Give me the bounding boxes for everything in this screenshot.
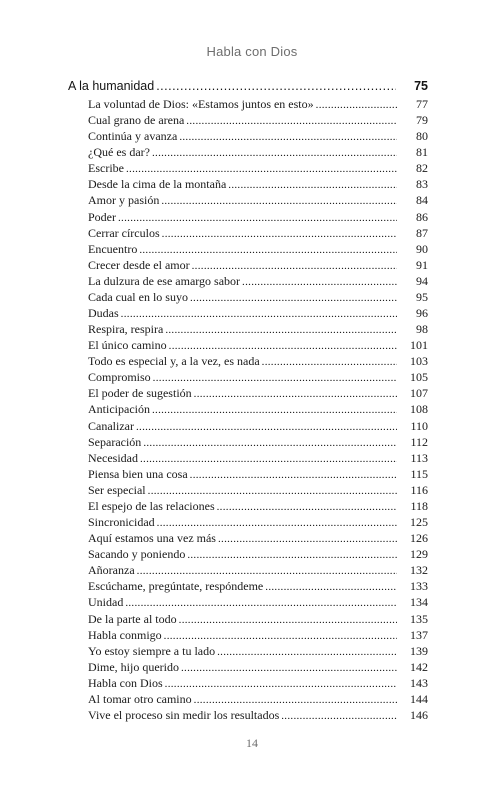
toc-entry-page: 82 [416,161,428,176]
toc-entry [88,385,428,401]
toc-entry [88,498,428,514]
toc-entry [88,273,428,289]
toc-entry [88,353,428,369]
toc-entry [88,401,428,417]
toc-entry [88,659,428,675]
toc-entry-title: Aquí estamos una vez más [88,531,216,546]
toc-entry-title: Al tomar otro camino [88,691,192,706]
dot-leader [262,354,397,370]
toc-entry-title: La dulzura de ese amargo sabor [88,273,241,288]
dot-leader [190,467,397,483]
dot-leader [153,370,397,386]
toc-entry-title: Sincronicidad [88,515,155,530]
toc-entry [88,546,428,562]
dot-leader [187,547,397,563]
toc-entry [88,241,428,257]
toc-entry [88,112,428,128]
dot-leader [265,579,397,595]
toc-entry [88,225,428,241]
dot-leader [162,226,397,242]
running-head: Habla con Dios [206,44,298,59]
toc-entry [88,160,428,176]
dot-leader [121,306,397,322]
toc-entry [88,434,428,450]
toc-entry [88,418,428,434]
toc-entry-title: Todo es especial y, a la vez, es nada [88,354,260,369]
toc-entry-title: Cada cual en lo suyo [88,289,188,304]
toc-entry-page: 115 [410,466,428,481]
dot-leader [143,435,397,451]
toc-entry-page: 132 [410,563,428,578]
dot-leader [157,515,397,531]
toc-entry-title: Poder [88,209,116,224]
toc-entry-page: 87 [416,225,428,240]
section-page-number: 75 [414,79,428,93]
dot-leader [194,386,397,402]
toc-entry-page: 126 [410,531,428,546]
dot-leader [217,499,397,515]
toc-entry-page: 144 [410,691,428,706]
dot-leader [165,676,397,692]
toc-entry-page: 105 [410,370,428,385]
toc-entry [88,594,428,610]
toc-entry-page: 146 [410,707,428,722]
dot-leader [118,210,397,226]
dot-leader [137,563,397,579]
dot-leader [136,419,397,435]
dot-leader [161,193,397,209]
dot-leader [156,79,396,93]
table-of-contents [88,96,428,723]
toc-entry-title: Yo estoy siempre a tu lado [88,643,216,658]
dot-leader [281,708,397,724]
dot-leader [126,161,397,177]
toc-entry-page: 118 [410,498,428,513]
dot-leader [242,274,397,290]
toc-entry-title: Añoranza [88,563,135,578]
toc-entry [88,514,428,530]
toc-entry-page: 107 [410,386,428,401]
section-title: A la humanidad [68,79,155,93]
toc-entry [88,209,428,225]
toc-entry-page: 142 [410,659,428,674]
toc-entry [88,289,428,305]
toc-section-heading [68,79,428,93]
dot-leader [228,177,397,193]
toc-entry-title: Amor y pasión [88,193,160,208]
dot-leader [164,628,397,644]
toc-entry-title: Separación [88,434,142,449]
dot-leader [181,660,397,676]
toc-entry-title: El espejo de las relaciones [88,498,215,513]
toc-entry-page: 90 [416,241,428,256]
dot-leader [190,290,397,306]
toc-entry-title: Necesidad [88,450,138,465]
toc-entry-title: Dime, hijo querido [88,659,179,674]
toc-entry-title: Cerrar círculos [88,225,160,240]
toc-entry-title: Sacando y poniendo [88,547,186,562]
dot-leader [186,113,397,129]
toc-entry-title: Encuentro [88,241,138,256]
toc-entry-title: Escúchame, pregúntate, respóndeme [88,579,264,594]
toc-entry-title: Habla conmigo [88,627,162,642]
toc-entry-page: 113 [410,450,428,465]
toc-entry-title: Habla con Dios [88,675,163,690]
toc-entry-title: Cual grano de arena [88,113,185,128]
toc-entry [88,611,428,627]
toc-entry-page: 135 [410,611,428,626]
toc-entry [88,337,428,353]
toc-entry [88,257,428,273]
toc-entry-title: Unidad [88,595,124,610]
dot-leader [217,644,397,660]
dot-leader [148,483,397,499]
toc-entry-page: 86 [416,209,428,224]
toc-entry-title: Respira, respira [88,322,164,337]
toc-entry [88,691,428,707]
toc-entry [88,450,428,466]
toc-entry-page: 103 [410,354,428,369]
toc-entry-page: 98 [416,322,428,337]
toc-entry-title: Dudas [88,306,119,321]
toc-entry [88,176,428,192]
toc-entry-title: Desde la cima de la montaña [88,177,227,192]
toc-entry [88,305,428,321]
toc-entry-page: 125 [410,515,428,530]
toc-entry [88,707,428,723]
toc-entry-title: Crecer desde el amor [88,257,190,272]
toc-entry [88,482,428,498]
toc-entry-page: 79 [416,113,428,128]
toc-entry [88,369,428,385]
toc-entry-title: Escribe [88,161,124,176]
toc-entry-page: 80 [416,129,428,144]
toc-entry-title: Vive el proceso sin medir los resultados [88,707,280,722]
dot-leader [165,322,397,338]
toc-entry [88,466,428,482]
toc-entry-title: Ser especial [88,482,146,497]
toc-entry-page: 84 [416,193,428,208]
toc-entry [88,96,428,112]
dot-leader [125,595,397,611]
toc-entry-page: 96 [416,306,428,321]
toc-entry-page: 116 [410,482,428,497]
dot-leader [152,145,397,161]
toc-entry [88,128,428,144]
toc-entry [88,321,428,337]
toc-entry-title: Piensa bien una cosa [88,466,188,481]
dot-leader [179,129,397,145]
toc-entry-title: El poder de sugestión [88,386,192,401]
toc-entry-title: El único camino [88,338,167,353]
toc-entry-page: 77 [416,97,428,111]
toc-entry-page: 137 [410,627,428,642]
page-number: 14 [246,736,258,750]
toc-entry-title: ¿Qué es dar? [88,145,150,160]
toc-entry [88,675,428,691]
dot-leader [140,451,397,467]
toc-entry [88,643,428,659]
toc-entry [88,578,428,594]
toc-entry-page: 108 [410,402,428,417]
toc-entry [88,530,428,546]
toc-entry-page: 95 [416,289,428,304]
dot-leader [179,612,397,628]
dot-leader [152,402,397,418]
toc-entry-page: 110 [410,418,428,433]
toc-entry-title: Canalizar [88,418,134,433]
toc-entry-page: 112 [410,434,428,449]
toc-entry [88,192,428,208]
dot-leader [139,242,397,258]
toc-entry-page: 83 [416,177,428,192]
toc-entry-page: 139 [410,643,428,658]
dot-leader [316,97,397,113]
toc-entry-title: De la parte al todo [88,611,177,626]
toc-entry-page: 101 [410,338,428,353]
toc-entry-page: 129 [410,547,428,562]
toc-entry-title: La voluntad de Dios: «Estamos juntos en esto» [88,97,314,111]
dot-leader [194,692,397,708]
toc-entry [88,562,428,578]
toc-entry-page: 94 [416,273,428,288]
toc-entry-page: 133 [410,579,428,594]
toc-entry-page: 134 [410,595,428,610]
dot-leader [169,338,397,354]
toc-entry-page: 81 [416,145,428,160]
toc-entry-title: Continúa y avanza [88,129,178,144]
toc-entry-title: Compromiso [88,370,151,385]
toc-entry [88,627,428,643]
toc-entry [88,144,428,160]
toc-entry-title: Anticipación [88,402,150,417]
dot-leader [192,258,397,274]
toc-entry-page: 143 [410,675,428,690]
toc-entry-page: 91 [416,257,428,272]
dot-leader [218,531,397,547]
